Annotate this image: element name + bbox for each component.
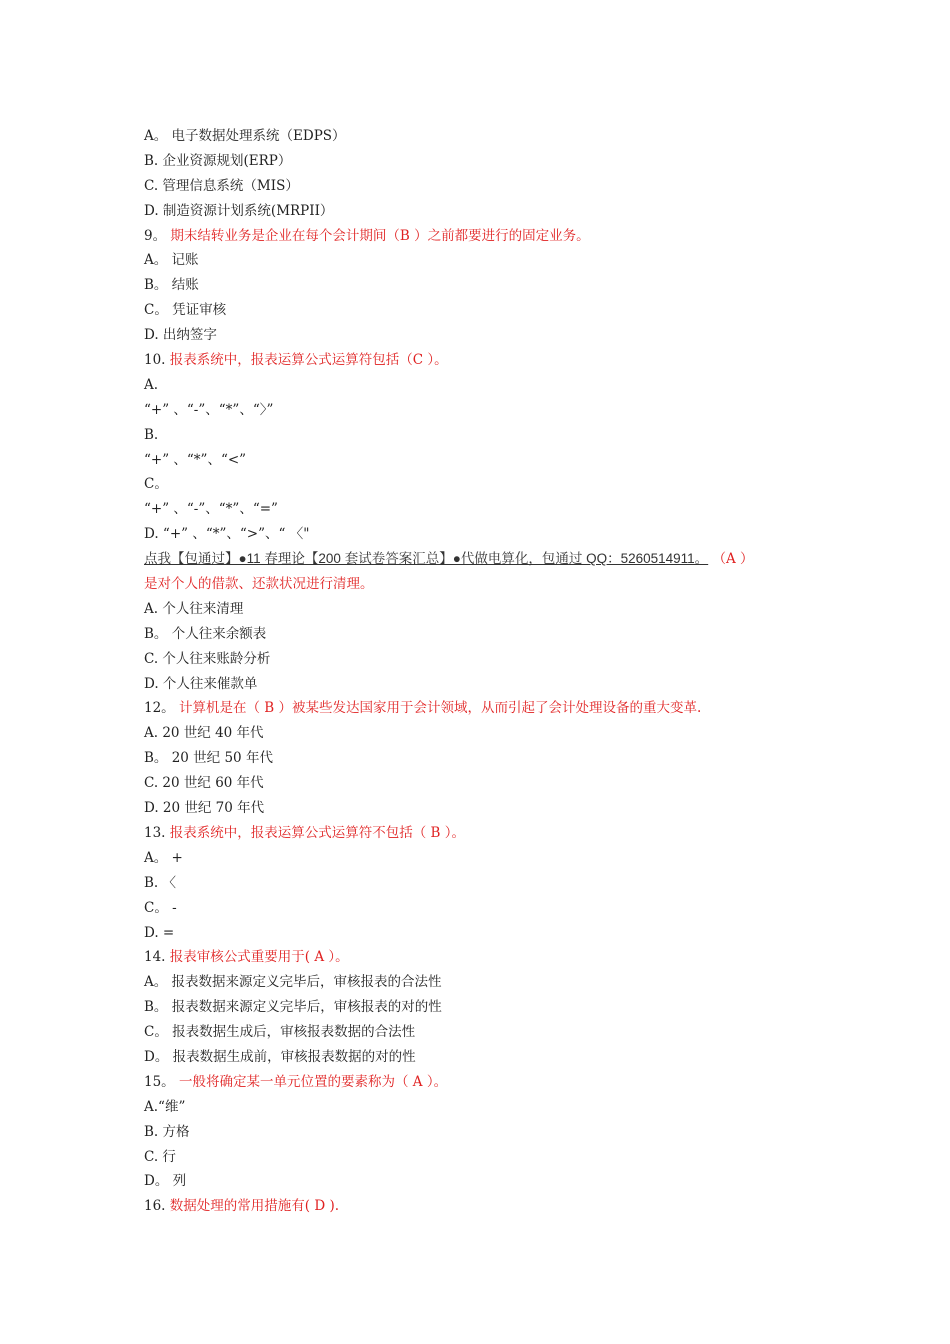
- question-number: 12。: [144, 700, 179, 717]
- question-number: 15。: [144, 1073, 179, 1090]
- option-line: [144, 398, 824, 423]
- line-text: C. 行: [144, 1148, 176, 1165]
- option-line: [144, 1120, 824, 1145]
- option-line: [144, 796, 824, 821]
- line-text: C。: [144, 476, 168, 493]
- question-line: [144, 348, 824, 373]
- option-line: [144, 995, 824, 1020]
- option-line: [144, 647, 824, 672]
- option-line: [144, 721, 824, 746]
- question-line: [144, 1070, 824, 1095]
- line-text: 是对个人的借款、还款状况进行清理。: [144, 576, 374, 593]
- line-text: D. “+” 、“*”、“>”、“ 〈": [144, 526, 310, 543]
- option-line: [144, 622, 824, 647]
- option-line: [144, 746, 824, 771]
- promo-line: [144, 547, 824, 572]
- line-text: “+” 、“-”、“*”、“=”: [144, 501, 278, 518]
- question-line: [144, 945, 824, 970]
- option-line: [144, 174, 824, 199]
- question-line: [144, 572, 824, 597]
- line-text: 报表审核公式重要用于( A ）。: [169, 949, 349, 966]
- option-line: [144, 921, 824, 946]
- question-number: 14.: [144, 949, 170, 966]
- line-text: A. 个人往来清理: [144, 600, 244, 617]
- option-line: [144, 846, 824, 871]
- line-text: 期末结转业务是企业在每个会计期间（B ）之前都要进行的固定业务。: [170, 227, 590, 244]
- line-text: C。 -: [144, 899, 177, 916]
- line-text: B. 企业资源规划(ERP）: [144, 152, 292, 169]
- line-text: D。 列: [144, 1173, 187, 1190]
- option-line: [144, 497, 824, 522]
- line-text: A. 20 世纪 40 年代: [144, 725, 264, 742]
- line-text: B. 〈: [144, 874, 177, 891]
- question-line: [144, 696, 824, 721]
- option-line: [144, 1045, 824, 1070]
- option-line: [144, 298, 824, 323]
- line-text: B。 结账: [144, 277, 199, 294]
- option-line: [144, 248, 824, 273]
- option-line: [144, 1020, 824, 1045]
- line-text: A。 +: [144, 849, 183, 866]
- line-text: C。 凭证审核: [144, 302, 227, 319]
- document-body: [144, 124, 824, 1219]
- option-line: [144, 1169, 824, 1194]
- question-number: 13.: [144, 824, 170, 841]
- line-text: A。 电子数据处理系统（EDPS）: [144, 128, 346, 144]
- line-text: “+” 、“-”、“*”、“〉”: [144, 401, 274, 418]
- option-line: [144, 472, 824, 497]
- option-line: [144, 373, 824, 398]
- line-text: A。 记账: [144, 252, 199, 269]
- line-text: C. 管理信息系统（MIS）: [144, 177, 299, 194]
- line-text: C. 20 世纪 60 年代: [144, 775, 264, 792]
- line-text: B.: [144, 426, 159, 443]
- line-text: D. 制造资源计划系统(MRPII）: [144, 202, 334, 219]
- option-line: [144, 672, 824, 697]
- line-text: C。 报表数据生成后，审核报表数据的合法性: [144, 1024, 416, 1041]
- line-text: “+” 、“*”、“<”: [144, 451, 247, 468]
- line-text: D. 出纳签字: [144, 327, 217, 344]
- line-text: B。 报表数据来源定义完毕后，审核报表的对的性: [144, 999, 442, 1016]
- line-text: 报表系统中，报表运算公式运算符不包括（ B ）。: [169, 824, 466, 841]
- line-text: 报表系统中，报表运算公式运算符包括（C ）。: [169, 352, 448, 369]
- option-line: [144, 448, 824, 473]
- option-line: [144, 771, 824, 796]
- line-text: D. =: [144, 924, 175, 941]
- option-line: [144, 199, 824, 224]
- option-line: [144, 1095, 824, 1120]
- option-line: [144, 124, 824, 149]
- line-text: A。 报表数据来源定义完毕后，审核报表的合法性: [144, 974, 442, 991]
- line-text: D. 个人往来催款单: [144, 675, 258, 692]
- question-number: 16.: [144, 1198, 170, 1215]
- option-line: [144, 970, 824, 995]
- line-text: B。 20 世纪 50 年代: [144, 750, 273, 767]
- line-text: D。 报表数据生成前，审核报表数据的对的性: [144, 1048, 416, 1065]
- question-number: 10.: [144, 352, 170, 369]
- line-text: B。 个人往来余额表: [144, 625, 267, 642]
- line-text: 计算机是在（ B ）被某些发达国家用于会计领域，从而引起了会计处理设备的重大变革.: [178, 700, 702, 717]
- option-line: [144, 323, 824, 348]
- line-text: A.“维”: [144, 1098, 186, 1115]
- question-line: [144, 821, 824, 846]
- line-text: D. 20 世纪 70 年代: [144, 800, 265, 817]
- question-line: [144, 224, 824, 249]
- option-line: [144, 896, 824, 921]
- line-text: A.: [144, 376, 159, 393]
- option-line: [144, 597, 824, 622]
- option-line: [144, 1145, 824, 1170]
- option-line: [144, 149, 824, 174]
- line-text: B. 方格: [144, 1123, 190, 1140]
- line-text: 数据处理的常用措施有( D ).: [169, 1198, 339, 1215]
- question-number: 9。: [144, 227, 171, 244]
- option-line: [144, 871, 824, 896]
- line-text: C. 个人往来账龄分析: [144, 650, 271, 667]
- answer-marker: （A ）: [708, 551, 754, 568]
- line-text[interactable]: 点我【包通过】●11 春理论【200 套试卷答案汇总】●代做电算化，包通过 QQ：5260514911。: [144, 551, 709, 567]
- line-text: 一般将确定某一单元位置的要素称为（ A ）。: [178, 1073, 448, 1090]
- option-line: [144, 423, 824, 448]
- option-line: [144, 273, 824, 298]
- option-line: [144, 522, 824, 547]
- question-line: [144, 1194, 824, 1219]
